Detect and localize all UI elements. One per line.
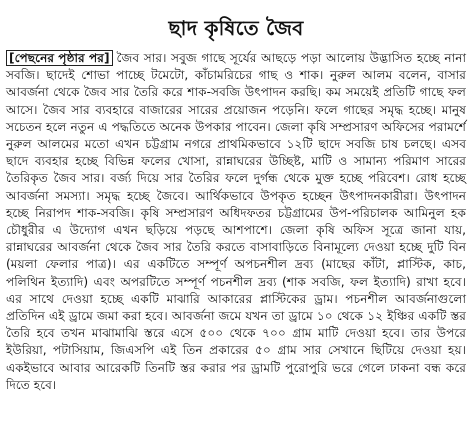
article-text: জৈব সার। সবুজ গাছে সূর্যের আছড়ে পড়া আলোয় উদ্ভাসিত হচ্ছে নানা সবজি। ছাদেই শোভা পাচ্ছে টমেটো, কাঁচামরিচের গাছ ও শাক। নুরুল আলম বলেন, বাসার আবর্জনা থেকে জৈব সার তৈরি করে শাক-সবজি উৎপাদন করছি। কম সময়েই প্রতিটি গাছে ফল আসে। জৈব সার ব্যবহারে বাজারের সারের প্রয়োজন পড়েনি। ফলে গাছের সমৃদ্ধ হচ্ছে। মানুষ সচেতন হলে নতুন এ পদ্ধতিতে অনেক উপকার পাবেন। জেলা কৃষি সম্প্রসারণ অফিসের পরামর্শে নুরুল আলমের মতো এখন চট্টগ্রাম নগরে প্রাথমিকভাবে ১২টি ছাদে সবজি চাষ চলছে। এসব ছাদে ব্যবহার হচ্ছে বিভিন্ন ফলের খোসা, রান্নাঘরের উচ্ছিষ্ট, মাটি ও সামান্য পরিমাণ সারের তৈরিকৃত জৈব সার। বর্জ্য দিয়ে সার তৈরির ফলে দুর্গন্ধ থেকে মুক্ত হচ্ছে পরিবেশ। রোধ হচ্ছে আবর্জনা সমস্যা। সমৃদ্ধ হচ্ছে জৈবে। আর্থিকভাবে উপকৃত হচ্ছেন উৎপাদনকারীরা। উৎপাদন হচ্ছে নিরাপদ শাক-সবজি। কৃষি সম্প্রসারণ অধিদফতর চট্টগ্রামের উপ-পরিচালক আমিনুল হক চৌধুরীর এ উদ্যোগ এখন ছড়িয়ে পড়ছে আশপাশে। জেলা কৃষি অফিস সূত্রে জানা যায়, রান্নাঘরের আবর্জনা থেকে জৈব সার তৈরি করতে বাসাবাড়িতে বিনামূল্যে দেওয়া হচ্ছে দুটি বিন (ময়লা ফেলার পাত্র)। এর একটিতে সম্পূর্ণ অপচনশীল দ্রব্য (মাছের কাঁটা, প্লাস্টিক, কাচ, পলিথিন ইত্যাদি) এবং অপরটিতে সম্পূর্ণ পচনশীল দ্রব্য (শাক সবজি, ফল ইত্যাদি) রাখা হবে। এর সাথে দেওয়া হচ্ছে একটি মাঝারি আকারের প্লাস্টিকের ড্রাম। পচনশীল আবর্জনাগুলো প্রতিদিন এই ড্রামে জমা করা হবে। আবর্জনা জমে যখন তা ড্রামে ১০ থেকে ১২ ইঞ্চির একটি স্তর তৈরি হবে তখন মাঝামাঝি স্তরে এসে ৫০০ থেকে ৭০০ গ্রাম মাটি দেওয়া হবে। তার উপরে ইউরিয়া, পটাসিয়াম, জিএসপি এই তিন প্রকারের ৫০ গ্রাম সার সেখানে ছিটিয়ে দেওয়া হয়। একইভাবে আবার আরেকটি তিনটি স্তর করার পর ড্রামটি পুরোপুরি ভরে গেলে ঢাকনা বন্ধ করে দিতে হবে। [6, 51, 466, 392]
article-body [6, 50, 466, 394]
newspaper-clipping [0, 16, 474, 442]
continued-from-label: [পেছনের পৃষ্ঠার পর] [6, 50, 113, 66]
article-headline: ছাদ কৃষিতে জৈব [168, 16, 304, 40]
